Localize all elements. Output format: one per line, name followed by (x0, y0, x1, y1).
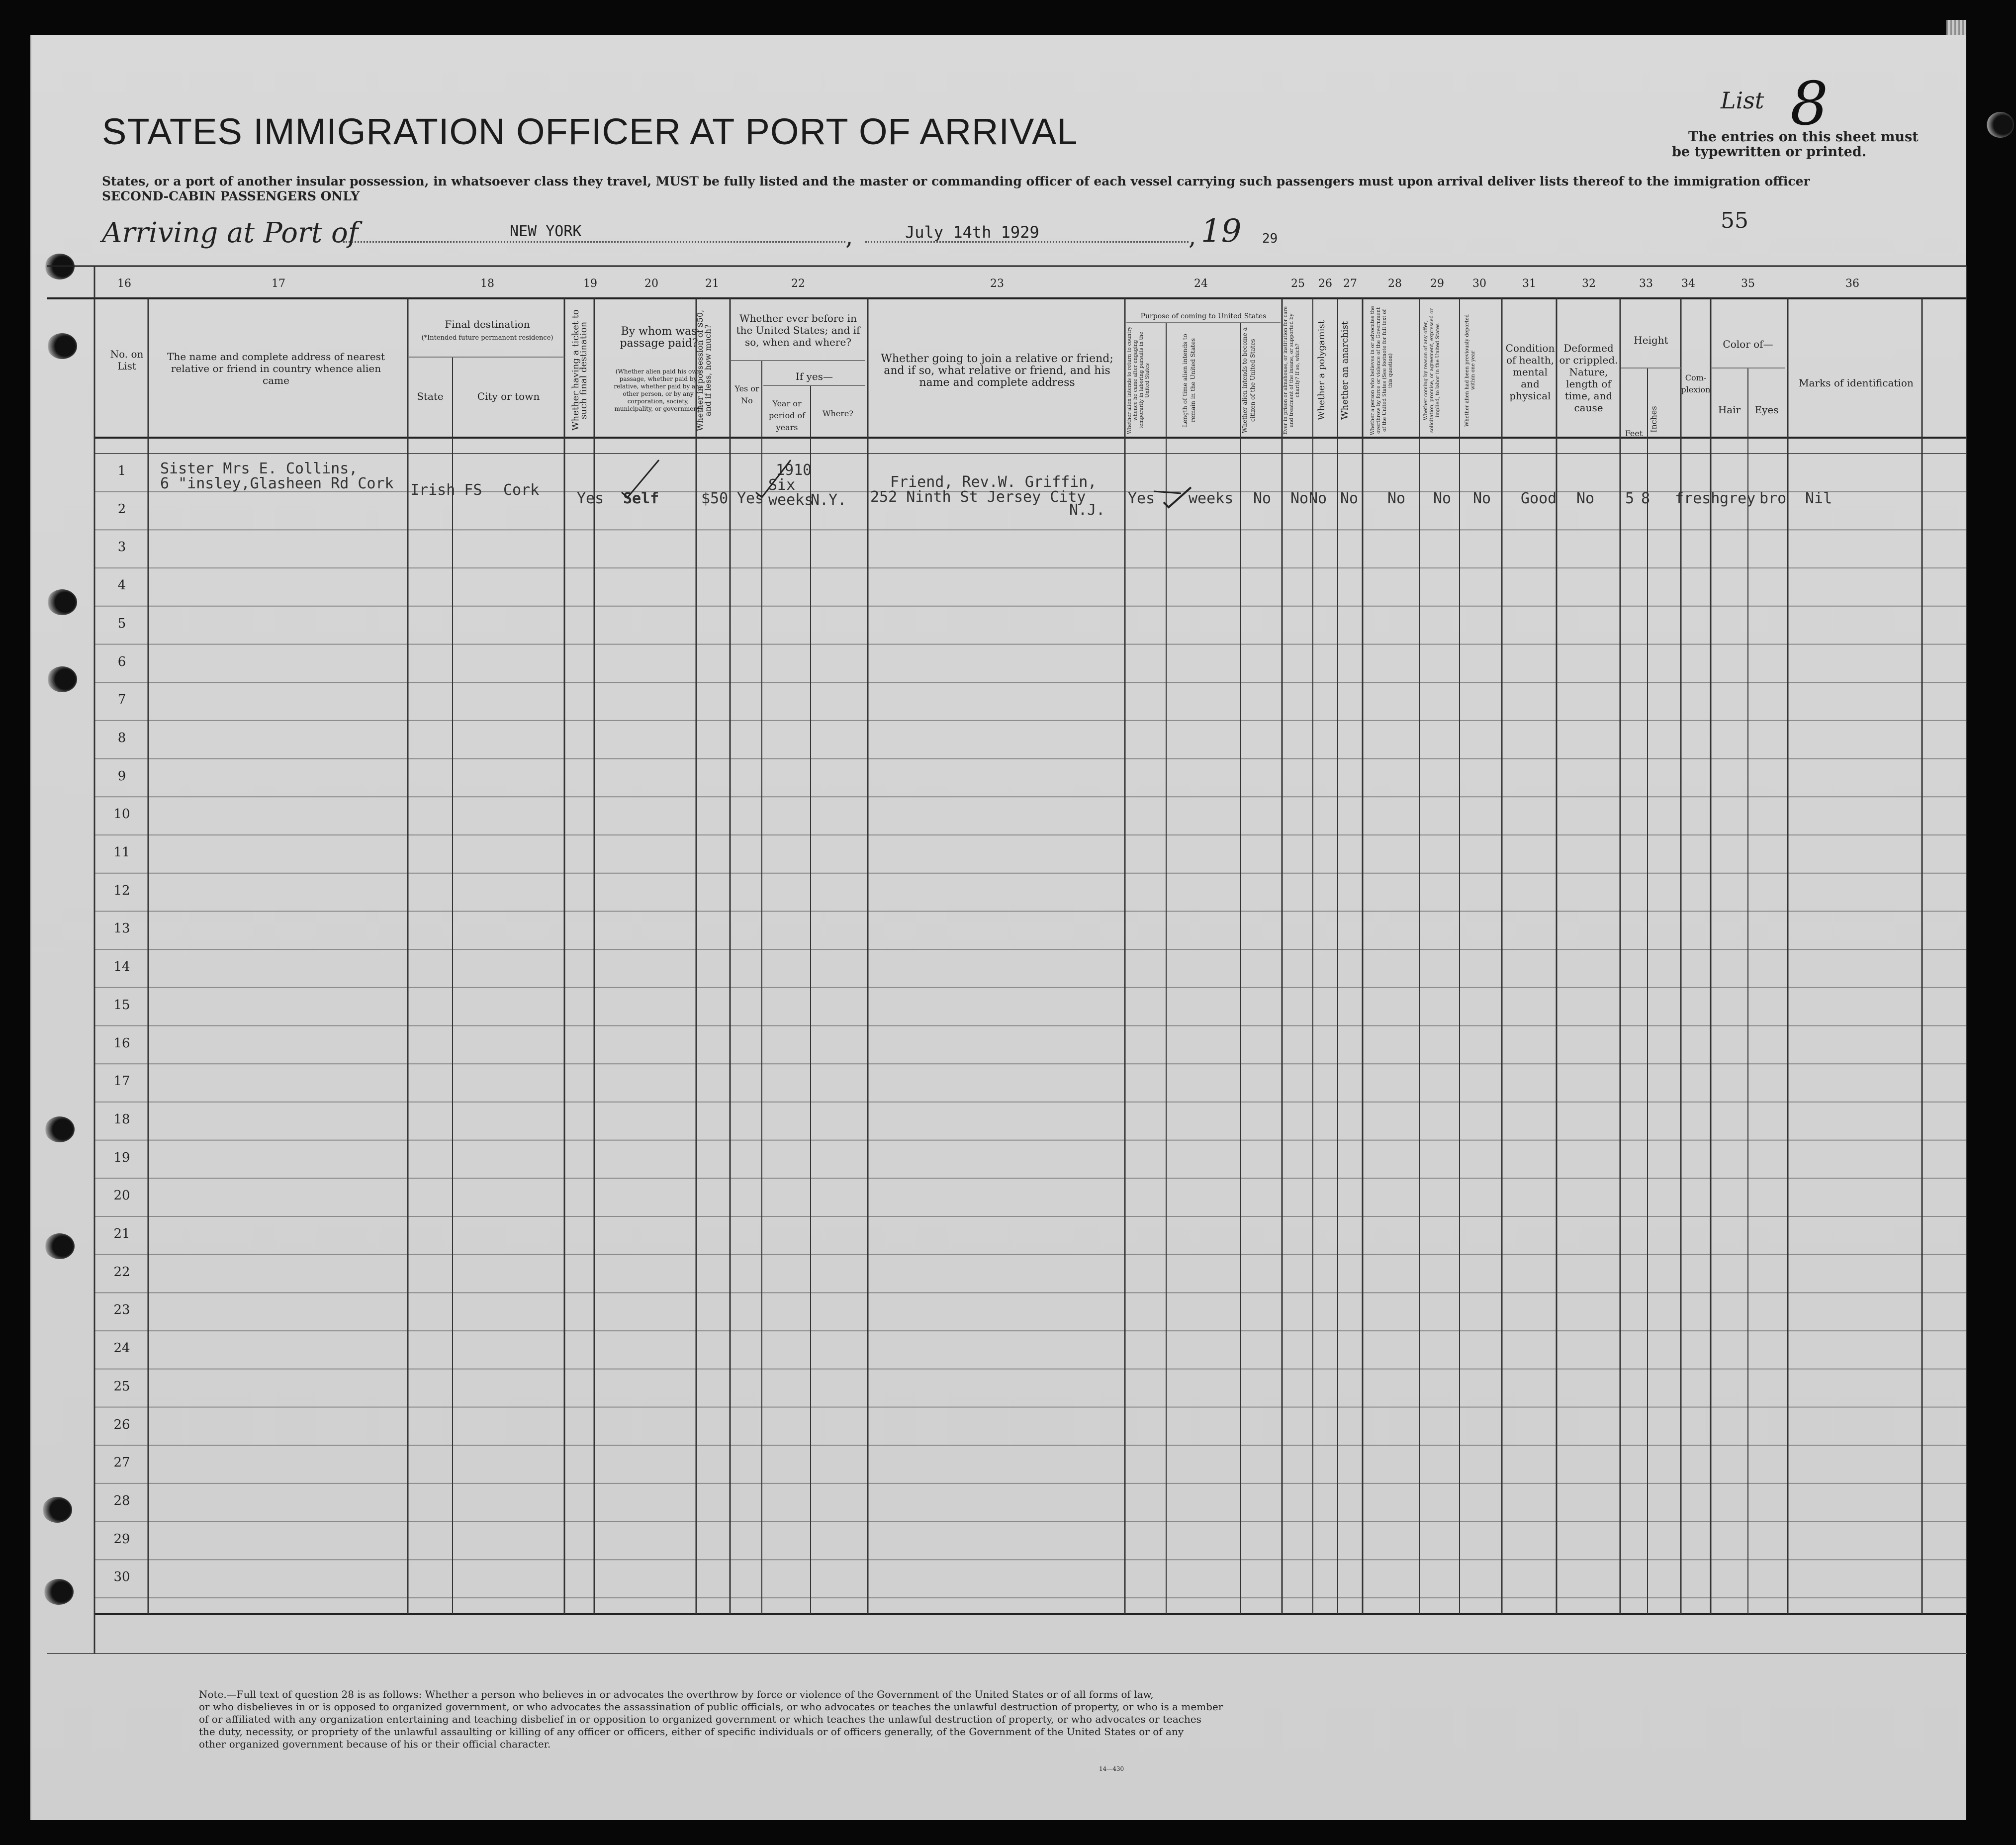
entry-ticket: Yes (577, 490, 604, 507)
header-final-destination-note: (*Intended future permanent residence) (421, 334, 553, 342)
header-hair: Hair (1718, 404, 1741, 416)
header-marks: Marks of identification (1799, 377, 1914, 389)
column-number: 33 (1639, 277, 1653, 290)
header-anarchist: Whether an anarchist (1340, 321, 1350, 420)
list-label: List (1721, 87, 1764, 114)
row-number: 19 (113, 1150, 130, 1165)
header-polygamist: Whether a polygamist (1316, 320, 1327, 421)
column-number: 23 (990, 277, 1004, 290)
entry-deformed: No (1576, 490, 1595, 507)
row-number: 10 (113, 807, 130, 822)
entry-question-30: No (1473, 490, 1491, 507)
entry-joining-line-2: 252 Ninth St Jersey City (870, 488, 1086, 506)
form-number: 14—430 (1099, 1765, 1124, 1772)
header-if-yes: If yes— (795, 370, 833, 382)
entry-city: Cork (503, 481, 540, 499)
row-number: 3 (117, 540, 126, 555)
header-by-whom-note: (Whether alien paid his own passage, whether paid by relative, whether paid by any other person, or by any corporation, society, municipality, or government) (614, 368, 703, 412)
header-city: City or town (477, 390, 540, 402)
header-eyes: Eyes (1754, 404, 1779, 416)
column-number: 25 (1291, 277, 1305, 290)
column-number: 19 (583, 277, 597, 290)
entry-citizen: No (1253, 490, 1272, 507)
header-color-of: Color of— (1723, 338, 1773, 350)
column-number: 26 (1318, 277, 1332, 290)
typewritten-note: be typewritten or printed. (1672, 144, 1867, 160)
entry-eyes: bro (1759, 490, 1787, 507)
header-by-whom: By whom was passage paid? (620, 325, 698, 350)
column-number: 29 (1430, 277, 1444, 290)
header-purpose-citizen: Whether alien intends to become a citizen of the United States (1241, 327, 1256, 434)
column-number: 16 (117, 277, 131, 290)
row-number: 29 (113, 1531, 130, 1547)
page-number: 55 (1721, 208, 1748, 233)
column-number: 28 (1388, 277, 1402, 290)
header-no-on-list: No. on List (110, 348, 144, 372)
entry-prison: No (1290, 490, 1309, 507)
column-number: 27 (1343, 277, 1357, 290)
row-number: 26 (113, 1417, 130, 1432)
entry-period-text: Six (768, 476, 796, 494)
entry-length: weeks (1189, 490, 1234, 507)
entry-inches: 8 (1641, 490, 1650, 507)
entry-complexion: fresh (1675, 490, 1720, 507)
footnote-line: or who disbelieves in or is opposed to organized government, or who advocates the assassination of public officials, or who advocates or teaches the unlawful destruction of property, or who is a member (199, 1701, 1223, 1713)
header-prison: Ever in prison or almshouse, or institution for care and treatment of the insane, or supported by charity? If so, which? (1283, 306, 1300, 435)
entry-polygamist: No (1309, 490, 1327, 507)
relative-line-1: Sister Mrs E. Collins, (160, 460, 358, 477)
row-number: 27 (113, 1455, 130, 1471)
regulation-text: States, or a port of another insular possession, in whatsoever class they travel, MUST be fully listed and the master or commanding officer of each vessel carrying such passengers must upon arrival deliver lists thereof to the immigration officer (102, 174, 1810, 188)
header-final-destination: Final destination (445, 318, 530, 330)
footnote-line: the duty, necessity, or propriety of the unlawful assaulting or killing of any officer or officers, either of specific individuals or of officers generally, of the Government of the United States or of any (199, 1726, 1184, 1738)
column-number: 18 (480, 277, 494, 290)
column-number: 22 (791, 277, 805, 290)
header-ever-before: Whether ever before in the United States; and if so, when and where? (736, 312, 860, 348)
entry-joining-line-3: N.J. (1069, 501, 1105, 519)
port-name: NEW YORK (510, 223, 582, 240)
column-number: 17 (272, 277, 285, 290)
class-note: SECOND-CABIN PASSENGERS ONLY (102, 189, 360, 203)
column-number: 35 (1741, 277, 1755, 290)
header-question-29: Whether coming by reason of any offer, solicitation, promise, or agreement, expressed or implied, to labor in the United States (1423, 308, 1441, 433)
column-number: 20 (644, 277, 658, 290)
header-purpose: Purpose of coming to United States (1140, 312, 1267, 320)
row-number: 18 (113, 1111, 130, 1127)
header-possession: Whether in possession of $50, and if less, how much? (695, 309, 713, 431)
list-number: 8 (1790, 70, 1829, 139)
row-number: 22 (113, 1264, 130, 1280)
header-feet: Feet (1625, 429, 1643, 438)
page-title: STATES IMMIGRATION OFFICER AT PORT OF ARRIVAL (102, 111, 1078, 152)
year-prefix: 19 (1201, 213, 1242, 250)
entry-hair: grey (1720, 490, 1756, 507)
row-number: 24 (113, 1341, 130, 1356)
relative-line-2: 6 "insley,Glasheen Rd Cork (160, 475, 394, 492)
header-condition: Condition of health, mental and physical (1505, 342, 1555, 402)
entry-ever-before: Yes (737, 490, 764, 507)
row-number: 13 (113, 921, 130, 936)
header-question-28: Whether a person who believes in or advocates the overthrow by force or violence of the Government of the United States (See footnote for full text of this question) (1370, 306, 1393, 435)
row-number: 12 (113, 883, 130, 898)
row-number: 14 (113, 959, 130, 975)
entry-question-29: No (1433, 490, 1452, 507)
header-state: State (417, 390, 444, 402)
row-number: 11 (113, 845, 130, 860)
arriving-label: Arriving at Port of (102, 217, 359, 249)
header-yes-no: Yes or No (734, 384, 759, 405)
entry-where: N.Y. (811, 491, 847, 509)
header-purpose-length: Length of time alien intends to remain in the United States (1182, 334, 1196, 427)
entry-marks: Nil (1805, 490, 1833, 507)
header-period: Year or period of years (769, 399, 805, 432)
entry-state: Irish FS (410, 481, 482, 499)
row-number: 5 (117, 616, 126, 631)
header-where: Where? (823, 409, 853, 418)
row-number: 1 (117, 463, 126, 478)
entry-question-28: No (1387, 490, 1406, 507)
header-purpose-return: Whether alien intends to return to country whence he came after engaging temporarily in laboring pursuits in the United States (1127, 326, 1150, 435)
row-number: 4 (117, 578, 126, 593)
year-suffix: 29 (1262, 231, 1278, 246)
row-number: 21 (113, 1226, 130, 1241)
row-number: 15 (113, 997, 130, 1013)
column-number: 21 (705, 277, 719, 290)
row-number: 28 (113, 1493, 130, 1508)
row-number: 17 (113, 1074, 130, 1089)
row-number: 6 (117, 654, 126, 669)
header-joining: Whether going to join a relative or friend; and if so, what relative or friend, and his name and complete address (881, 353, 1113, 389)
comma: , (845, 223, 853, 251)
column-number: 24 (1194, 277, 1208, 290)
row-number: 16 (113, 1035, 130, 1051)
row-number: 25 (113, 1379, 130, 1394)
row-number: 8 (117, 730, 126, 745)
entry-period-weeks: weeks (768, 491, 814, 509)
row-number: 7 (117, 692, 126, 708)
entry-returning: Yes (1128, 490, 1155, 507)
entry-joining-line-1: Friend, Rev.W. Griffin, (890, 473, 1097, 491)
header-inches: Inches (1649, 406, 1658, 433)
column-number: 32 (1582, 277, 1596, 290)
column-number: 30 (1472, 277, 1486, 290)
header-height: Height (1634, 334, 1668, 346)
column-number: 36 (1845, 277, 1859, 290)
entry-feet: 5 (1625, 490, 1635, 507)
arrival-date: July 14th 1929 (905, 223, 1039, 242)
footnote-line: of or affiliated with any organization entertaining and teaching disbelief in or opposition to organized government or which teaches the unlawful destruction of property, or who advocates or teaches (199, 1713, 1201, 1725)
comma: , (1189, 223, 1196, 251)
typewritten-note: The entries on this sheet must (1688, 129, 1919, 145)
header-deformed: Deformed or crippled. Nature, length of time, and cause (1559, 342, 1618, 414)
entry-health: Good (1521, 490, 1557, 507)
row-number: 2 (117, 501, 126, 517)
row-number: 30 (113, 1569, 130, 1585)
column-number: 31 (1522, 277, 1536, 290)
column-number: 34 (1681, 277, 1695, 290)
footnote-line: Note.—Full text of question 28 is as follows: Whether a person who believes in or advocates the overthrow by force or violence of the Government of the United States or of all forms of law, (199, 1688, 1154, 1700)
header-complexion: Com-plexion (1681, 373, 1711, 394)
header-ticket: Whether having a ticket to such final destination (570, 309, 589, 431)
entry-paid-by: Self (623, 490, 659, 507)
footnote-line: other organized government because of his or their official character. (199, 1738, 551, 1750)
header-question-30: Whether alien had been previously deported within one year (1465, 314, 1476, 427)
entry-money: $50 (701, 490, 729, 507)
row-number: 20 (113, 1188, 130, 1203)
row-number: 23 (113, 1302, 130, 1318)
row-number: 9 (117, 768, 126, 784)
entry-period-year: 1910 (776, 461, 812, 479)
header-relative-address: The name and complete address of nearest relative or friend in country whence alien came (167, 351, 385, 386)
entry-anarchist: No (1340, 490, 1359, 507)
